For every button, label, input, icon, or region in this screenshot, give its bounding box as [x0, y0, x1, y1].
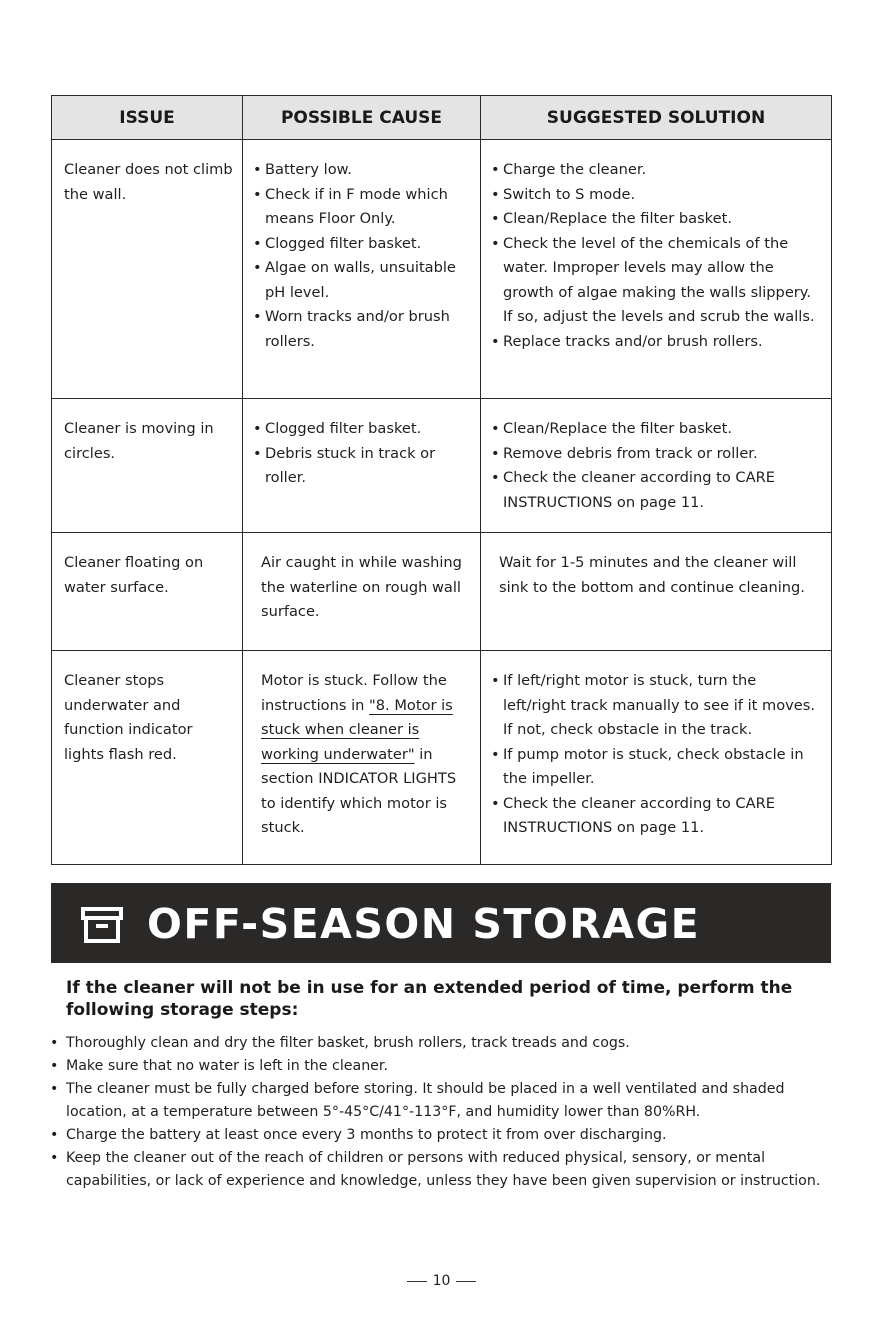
cause-text-end: in section INDICATOR LIGHTS to identify which motor is stuck. [261, 745, 457, 836]
list-item: • Check the cleaner according to CARE INSTRUCTIONS on page 11. [491, 466, 823, 515]
table-row [52, 399, 832, 533]
header-possible-cause: POSSIBLE CAUSE [243, 96, 481, 140]
cause-list [253, 158, 472, 354]
list-item: • Check the level of the chemicals of the water. Improper levels may allow the growth of algae making the walls slippery. If so, adjust the levels and scrub the walls. [491, 232, 823, 330]
list-item: • Make sure that no water is left in the cleaner. [50, 1055, 840, 1078]
list-item: • Charge the battery at least once every 3 months to protect it from over discharging. [50, 1124, 840, 1147]
issue-cell [52, 399, 243, 533]
list-item: • Thoroughly clean and dry the filter basket, brush rollers, track treads and cogs. [50, 1032, 840, 1055]
storage-banner [51, 883, 831, 963]
issue-cell [52, 651, 243, 865]
solution-list [491, 417, 823, 515]
list-item: • Clogged filter basket. [253, 417, 472, 442]
list-item: • Replace tracks and/or brush rollers. [491, 330, 823, 355]
list-item: • Battery low. [253, 158, 472, 183]
solution-text: Wait for 1-5 minutes and the cleaner will sink to the bottom and continue cleaning. [499, 554, 805, 596]
page-number-text: 10 [432, 1273, 451, 1289]
list-item: • Clogged filter basket. [253, 232, 472, 257]
table-header-row [52, 96, 832, 140]
page-number [0, 1271, 883, 1291]
divider [456, 1281, 476, 1282]
solution-list [491, 669, 823, 841]
storage-box-icon [81, 907, 123, 943]
cause-text [243, 651, 480, 841]
cause-cell [243, 651, 481, 865]
cause-text-start: Motor is stuck. Follow the instructions in [261, 672, 447, 714]
solution-cell [481, 651, 832, 865]
cause-list [253, 417, 472, 491]
solution-cell [481, 533, 832, 651]
list-item: • Algae on walls, unsuitable pH level. [253, 256, 472, 305]
list-item: • Remove debris from track or roller. [491, 442, 823, 467]
list-item: • Clean/Replace the filter basket. [491, 207, 823, 232]
list-item: • Debris stuck in track or roller. [253, 442, 472, 491]
motor-stuck-reference: "8. Motor is stuck when cleaner is working underwater" [261, 696, 453, 763]
table-row [52, 533, 832, 651]
troubleshooting-table [51, 95, 832, 865]
header-issue: ISSUE [52, 96, 243, 140]
list-item: • Check if in F mode which means Floor Only. [253, 183, 472, 232]
list-item: • Check the cleaner according to CARE INSTRUCTIONS on page 11. [491, 792, 823, 841]
list-item: • Clean/Replace the filter basket. [491, 417, 823, 442]
cause-cell [243, 399, 481, 533]
cause-cell [243, 533, 481, 651]
issue-cell [52, 533, 243, 651]
storage-intro: If the cleaner will not be in use for an extended period of time, perform the following storage steps: [66, 978, 793, 1020]
list-item: • Keep the cleaner out of the reach of children or persons with reduced physical, sensory, or mental capabilities, or lack of experience and knowledge, unless they have been given supervision or instruction. [50, 1147, 840, 1193]
list-item: • Charge the cleaner. [491, 158, 823, 183]
cause-text: Air caught in while washing the waterline on rough wall surface. [261, 554, 462, 620]
header-suggested-solution: SUGGESTED SOLUTION [481, 96, 832, 140]
table-row [52, 651, 832, 865]
issue-text: Cleaner is moving in circles. [64, 420, 214, 462]
list-item: • If pump motor is stuck, check obstacle in the impeller. [491, 743, 823, 792]
divider [407, 1281, 427, 1282]
list-item: • If left/right motor is stuck, turn the left/right track manually to see if it moves. If not, check obstacle in the track. [491, 669, 823, 743]
issue-text: Cleaner floating on water surface. [64, 554, 204, 596]
list-item: • The cleaner must be fully charged before storing. It should be placed in a well ventilated and shaded location, at a temperature between 5°-45°C/41°-113°F, and humidity lower than 80%RH. [50, 1078, 840, 1124]
issue-text: Cleaner stops underwater and function indicator lights flash red. [64, 672, 193, 763]
solution-list [491, 158, 823, 354]
solution-cell [481, 140, 832, 399]
issue-cell [52, 140, 243, 399]
cause-cell [243, 140, 481, 399]
storage-steps-list [50, 1032, 840, 1193]
list-item: • Switch to S mode. [491, 183, 823, 208]
list-item: • Worn tracks and/or brush rollers. [253, 305, 472, 354]
issue-text: Cleaner does not climb the wall. [64, 161, 233, 203]
solution-cell [481, 399, 832, 533]
table-row [52, 140, 832, 399]
section-title: OFF-SEASON STORAGE [147, 900, 701, 948]
